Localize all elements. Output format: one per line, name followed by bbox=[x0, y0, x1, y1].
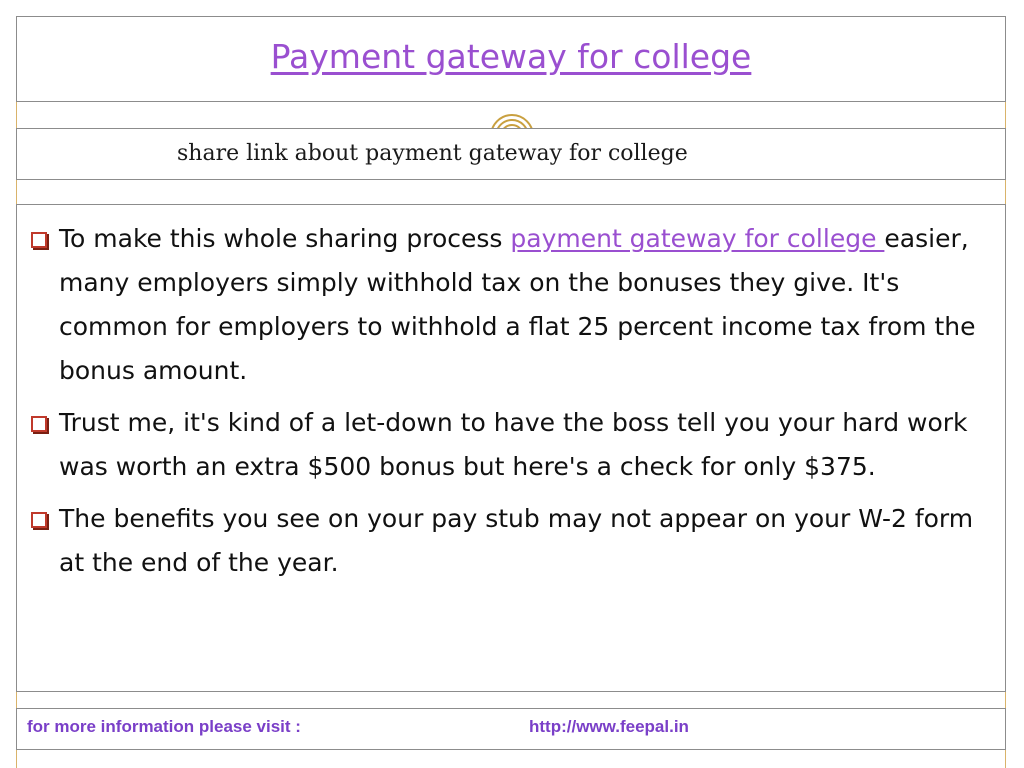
frame-rule-left bbox=[16, 692, 17, 708]
list-item bbox=[29, 497, 997, 585]
frame-rule-left bbox=[16, 750, 17, 768]
frame-rule-right bbox=[1005, 180, 1006, 204]
bullet-list bbox=[29, 217, 997, 593]
footer-box bbox=[16, 708, 1006, 750]
footer-label: for more information please visit : bbox=[27, 717, 301, 736]
frame-rule-right bbox=[1005, 692, 1006, 708]
frame-rule-left bbox=[16, 102, 17, 128]
footer-url-link[interactable]: http://www.feepal.in bbox=[529, 717, 689, 736]
subtitle: share link about payment gateway for college bbox=[177, 141, 688, 166]
list-item bbox=[29, 401, 997, 489]
list-item bbox=[29, 217, 997, 393]
frame-rule-right bbox=[1005, 750, 1006, 768]
square-bullet-icon bbox=[31, 512, 47, 528]
page-title-link[interactable]: Payment gateway for college bbox=[270, 36, 752, 76]
bullet-text-before: To make this whole sharing process bbox=[59, 224, 511, 253]
square-bullet-icon bbox=[31, 416, 47, 432]
frame-rule-right bbox=[1005, 102, 1006, 128]
title-box bbox=[16, 16, 1006, 102]
content-box bbox=[16, 204, 1006, 692]
subtitle-box bbox=[16, 128, 1006, 180]
frame-rule-left bbox=[16, 180, 17, 204]
bullet-text: The benefits you see on your pay stub may not appear on your W-2 form at the end of the year. bbox=[59, 504, 974, 577]
bullet-text: Trust me, it's kind of a let-down to have the boss tell you your hard work was worth an extra $500 bonus but here's a check for only $375. bbox=[59, 408, 968, 481]
bullet-text-after: easier, many employers simply withhold tax on the bonuses they give. It's common for employers to withhold a flat 25 percent income tax from the bonus amount. bbox=[59, 224, 976, 385]
payment-gateway-link[interactable]: payment gateway for college bbox=[510, 224, 885, 253]
square-bullet-icon bbox=[31, 232, 47, 248]
